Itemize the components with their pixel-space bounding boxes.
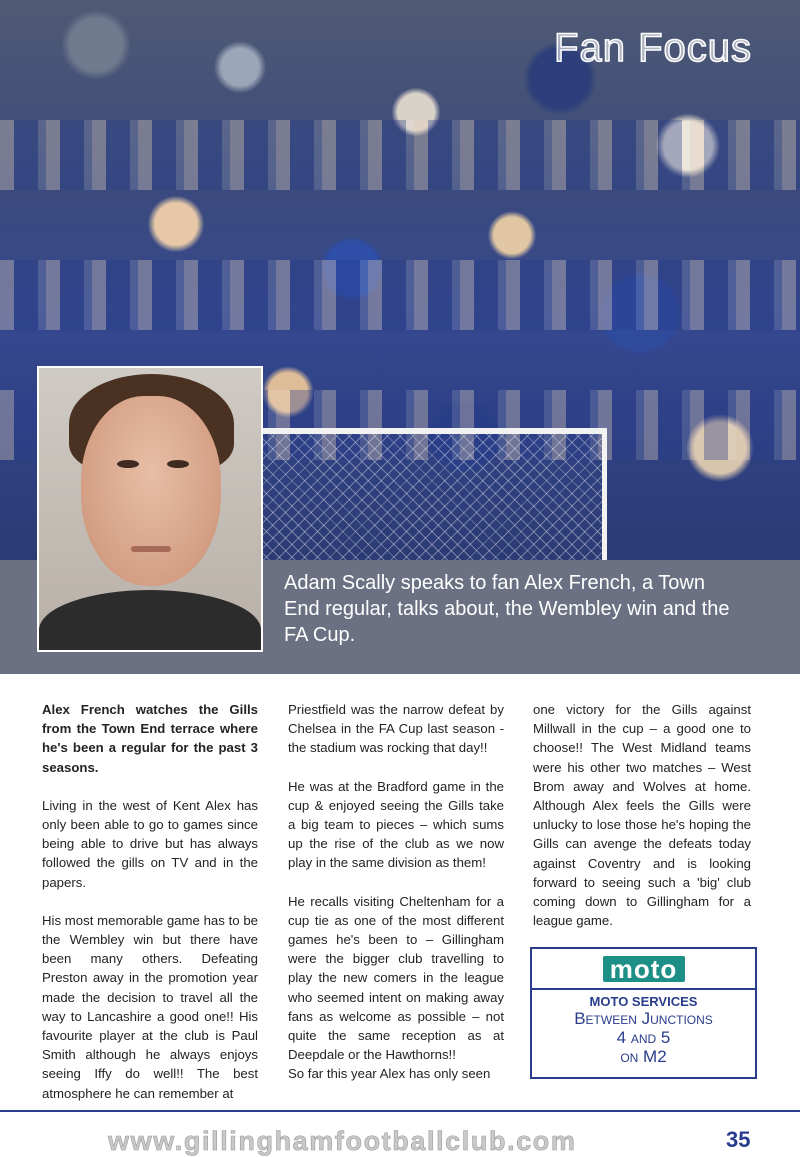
moto-advert [530, 947, 757, 1079]
article-paragraph: one victory for the Gills against Millwall in the cup – a good one to choose!! The West Midland teams were his other two matches – West Brom away and Wolves at home. Although Alex feels the Gills were unlucky to lose those he's hoping the Gills can avenge the defeats today against Coventry and is looking forward to seeing such a 'big' club coming down to Gillingham for a league game. [533, 702, 751, 929]
ad-line: on M2 [620, 1047, 667, 1066]
crowd-rows [0, 260, 800, 330]
portrait-eye [117, 460, 139, 468]
ad-line: 4 and 5 [616, 1028, 671, 1047]
article-paragraph: So far this year Alex has only seen [288, 1066, 491, 1082]
article-column-1 [42, 700, 258, 1103]
article-paragraph: He was at the Bradford game in the cup & enjoyed seeing the Gills take a big team to pieces – which sums up the rise of the club as we now play in the same division as them! [288, 778, 504, 871]
crowd-rows [0, 120, 800, 190]
article-column-2 [288, 700, 504, 1084]
portrait-mouth [131, 546, 171, 552]
club-website-url: www.gillinghamfootballclub.com [108, 1126, 577, 1156]
moto-logo: moto [603, 956, 685, 982]
article-paragraph: His most memorable game has to be the Wembley win but there have been many others. Defeating Preston away in the promotion year made the decision to travel all the way to Lancashire a good one!! His favourite player at the club is Paul Smith although he always enjoys seeing Iffy do well!! The best atmosphere he can remember at [42, 912, 258, 1101]
ad-line: MOTO SERVICES [589, 994, 698, 1009]
article-paragraph: Priestfield was the narrow defeat by Chelsea in the FA Cup last season - the stadium was rocking that day!! [288, 702, 504, 756]
caption-text: Adam Scally speaks to fan Alex French, a Town End regular, talks about, the Wembley win and the FA Cup. [284, 572, 730, 646]
ad-line: Between Junctions [574, 1009, 713, 1028]
article-paragraph: Living in the west of Kent Alex has only been able to go to games since being able to drive but has always followed the gills on TV and in the papers. [42, 797, 258, 890]
ad-divider [532, 988, 755, 990]
fan-portrait [37, 366, 263, 652]
article-lead: Alex French watches the Gills from the Town End terrace where he's been a regular for the past 3 seasons. [42, 702, 258, 775]
goal-net [262, 428, 607, 560]
footer-rule [0, 1110, 800, 1112]
section-title: Fan Focus [554, 26, 752, 70]
portrait-eye [167, 460, 189, 468]
page-number: 35 [726, 1127, 751, 1152]
article-column-3 [533, 700, 751, 930]
portrait-face [81, 396, 221, 586]
article-paragraph: He recalls visiting Cheltenham for a cup tie as one of the most different games he's been to – Gillingham were the bigger club travelling to play the new comers in the league who seemed intent on making away fans as welcome as possible – not quite the same reception as at Deepdale or the Hawthorns!! [288, 893, 504, 1063]
portrait-shirt [39, 590, 261, 652]
